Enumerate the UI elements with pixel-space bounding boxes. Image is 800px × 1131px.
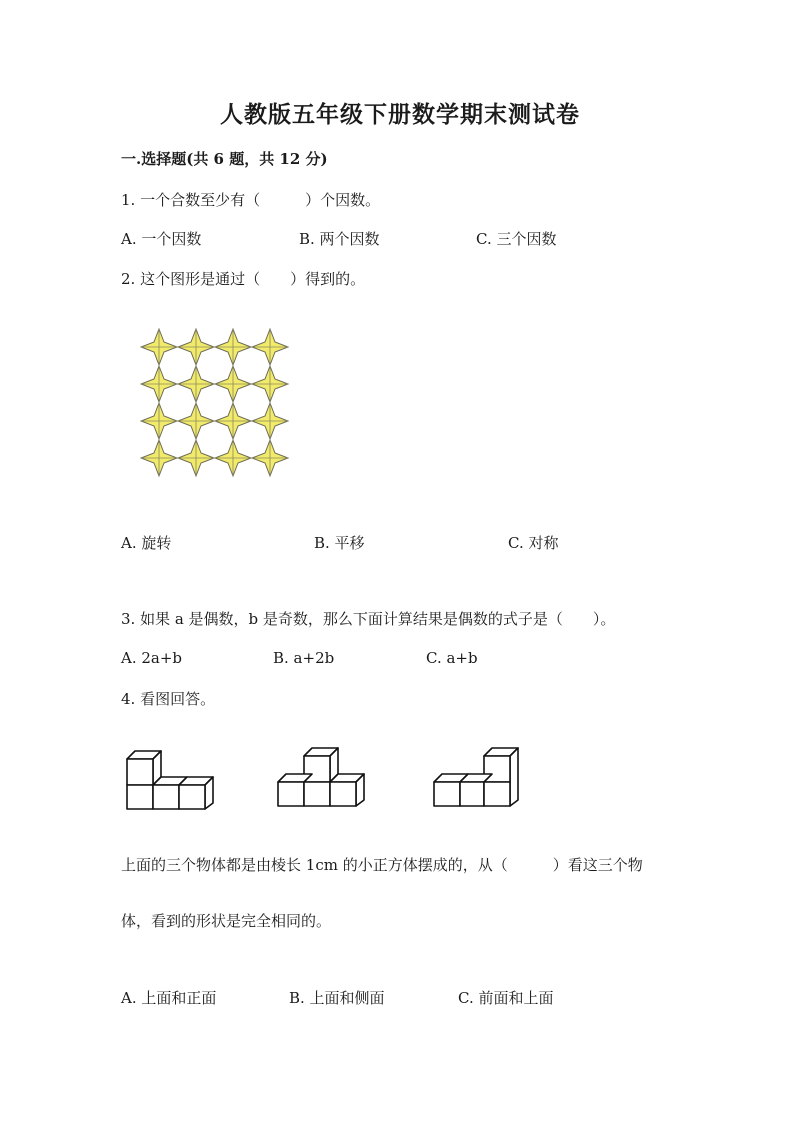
star-shape <box>141 403 177 439</box>
star-shape <box>141 440 177 476</box>
cube-stack-1-figure <box>122 745 217 810</box>
q2-option-b: B. 平移 <box>314 534 365 552</box>
q2-option-c: C. 对称 <box>508 534 559 552</box>
question-4-text: 4. 看图回答。 <box>121 690 216 708</box>
star-shape <box>215 403 251 439</box>
question-2-text: 2. 这个图形是通过（ ）得到的。 <box>121 270 366 288</box>
q3-option-b: B. a+2b <box>273 649 335 667</box>
star-shape <box>178 440 214 476</box>
q2-option-a: A. 旋转 <box>121 534 172 552</box>
q4-option-b: B. 上面和侧面 <box>289 989 385 1007</box>
q4-option-a: A. 上面和正面 <box>121 989 217 1007</box>
star-shape <box>252 403 288 439</box>
star-shape <box>252 440 288 476</box>
star-shape <box>215 366 251 402</box>
star-shape <box>141 329 177 365</box>
page-title: 人教版五年级下册数学期末测试卷 <box>220 101 580 128</box>
question-3-text: 3. 如果 a 是偶数，b 是奇数，那么下面计算结果是偶数的式子是（ ）。 <box>121 610 616 628</box>
star-shape <box>178 403 214 439</box>
question-4-body-line-1: 上面的三个物体都是由棱长 1cm 的小正方体摆成的，从（ ）看这三个物 <box>121 856 643 874</box>
star-shape <box>141 366 177 402</box>
section-heading: 一.选择题(共 6 题，共 12 分) <box>121 150 328 168</box>
star-shape <box>252 366 288 402</box>
q1-option-a: A. 一个因数 <box>121 230 202 248</box>
q3-option-c: C. a+b <box>426 649 478 667</box>
star-shape <box>178 329 214 365</box>
cube-stack-2-figure <box>276 742 368 808</box>
question-1-text: 1. 一个合数至少有（ ）个因数。 <box>121 191 381 209</box>
star-shape <box>215 440 251 476</box>
q1-option-c: C. 三个因数 <box>476 230 557 248</box>
q3-option-a: A. 2a+b <box>121 649 183 667</box>
star-shape <box>178 366 214 402</box>
question-4-body-line-2: 体，看到的形状是完全相同的。 <box>121 912 332 930</box>
q4-option-c: C. 前面和上面 <box>458 989 554 1007</box>
q1-option-b: B. 两个因数 <box>299 230 380 248</box>
cube-stack-3-figure <box>432 742 524 808</box>
star-tessellation-figure <box>140 328 302 480</box>
star-shape <box>215 329 251 365</box>
star-shape <box>252 329 288 365</box>
